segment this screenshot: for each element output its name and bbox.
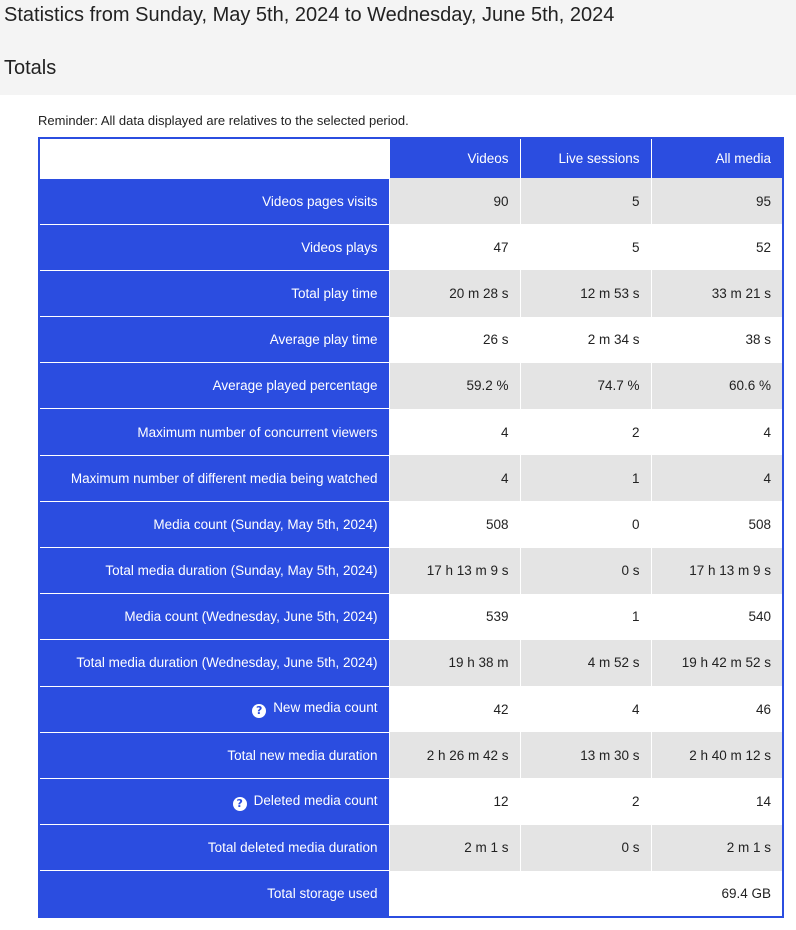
- row-label-text: Total play time: [291, 285, 378, 301]
- videos-value-cell: 17 h 13 m 9 s: [389, 548, 520, 594]
- row-label-text: Maximum number of concurrent viewers: [137, 424, 378, 440]
- live-sessions-value-cell: 4 m 52 s: [520, 640, 651, 686]
- row-label-text: Average play time: [269, 332, 378, 348]
- videos-value-cell: 20 m 28 s: [389, 270, 520, 316]
- table-row: [39, 409, 783, 455]
- all-media-value-cell: 2 h 40 m 12 s: [651, 732, 783, 778]
- row-label: [39, 825, 389, 871]
- table-row: [39, 224, 783, 270]
- row-label: [39, 778, 389, 824]
- live-sessions-value-cell: 2 m 34 s: [520, 317, 651, 363]
- row-label: [39, 363, 389, 409]
- row-label: [39, 317, 389, 363]
- row-label: [39, 501, 389, 547]
- table-row: [39, 871, 783, 917]
- row-label-text: Average played percentage: [212, 378, 378, 394]
- row-label: [39, 871, 389, 917]
- table-row: [39, 178, 783, 224]
- videos-value-cell: 26 s: [389, 317, 520, 363]
- table-row: [39, 455, 783, 501]
- live-sessions-value-cell: 2: [520, 409, 651, 455]
- row-label-text: Maximum number of different media being watched: [70, 470, 378, 486]
- table-row: [39, 317, 783, 363]
- table-row: [39, 686, 783, 732]
- videos-value-cell: 4: [389, 409, 520, 455]
- row-label-text: Media count (Sunday, May 5th, 2024): [153, 516, 378, 532]
- videos-value-cell: 19 h 38 m: [389, 640, 520, 686]
- row-label: [39, 224, 389, 270]
- table-row: [39, 501, 783, 547]
- row-label: [39, 178, 389, 224]
- live-sessions-value-cell: 74.7 %: [520, 363, 651, 409]
- videos-value-cell: 2 h 26 m 42 s: [389, 732, 520, 778]
- row-label: [39, 270, 389, 316]
- table-row: [39, 640, 783, 686]
- table-row: [39, 270, 783, 316]
- row-label-text: Videos pages visits: [262, 193, 378, 209]
- all-media-value-cell: 52: [651, 224, 783, 270]
- table-row: [39, 548, 783, 594]
- live-sessions-value-cell: 12 m 53 s: [520, 270, 651, 316]
- all-media-value-cell: 14: [651, 778, 783, 824]
- live-sessions-value-cell: 5: [520, 224, 651, 270]
- row-label-text: Videos plays: [301, 239, 378, 255]
- page-header: [0, 0, 796, 95]
- all-media-value-cell: 38 s: [651, 317, 783, 363]
- header-corner-cell: [39, 138, 389, 178]
- column-header-videos: Videos: [389, 138, 520, 178]
- all-media-value-cell: 46: [651, 686, 783, 732]
- period-reminder: Reminder: All data displayed are relatives to the selected period.: [38, 113, 409, 128]
- row-label: [39, 409, 389, 455]
- live-sessions-value-cell: 4: [520, 686, 651, 732]
- all-media-value-cell: 4: [651, 409, 783, 455]
- row-label-text: Media count (Wednesday, June 5th, 2024): [124, 609, 378, 625]
- videos-value-cell: 59.2 %: [389, 363, 520, 409]
- row-label-text: Total media duration (Wednesday, June 5th, 2024): [76, 655, 378, 671]
- page-title: Statistics from Sunday, May 5th, 2024 to Wednesday, June 5th, 2024: [4, 4, 615, 26]
- live-sessions-value-cell: 2: [520, 778, 651, 824]
- all-media-value-cell: 540: [651, 594, 783, 640]
- all-media-value-cell: 2 m 1 s: [651, 825, 783, 871]
- row-label: [39, 548, 389, 594]
- table-header-row: [39, 138, 783, 178]
- all-media-value-cell: 33 m 21 s: [651, 270, 783, 316]
- column-header-all-media: All media: [651, 138, 783, 178]
- question-circle-icon[interactable]: ?: [252, 704, 266, 718]
- question-circle-icon[interactable]: ?: [233, 797, 247, 811]
- live-sessions-value-cell: 1: [520, 455, 651, 501]
- videos-value-cell: 508: [389, 501, 520, 547]
- row-label: [39, 686, 389, 732]
- row-label: [39, 640, 389, 686]
- table-row: [39, 825, 783, 871]
- live-sessions-value-cell: [520, 871, 651, 917]
- table-row: [39, 732, 783, 778]
- live-sessions-value-cell: 0 s: [520, 825, 651, 871]
- live-sessions-value-cell: 13 m 30 s: [520, 732, 651, 778]
- row-label: [39, 455, 389, 501]
- live-sessions-value-cell: 5: [520, 178, 651, 224]
- videos-value-cell: 2 m 1 s: [389, 825, 520, 871]
- all-media-value-cell: 508: [651, 501, 783, 547]
- statistics-table: [38, 137, 784, 918]
- row-label-text: Deleted media count: [253, 792, 378, 808]
- live-sessions-value-cell: 0 s: [520, 548, 651, 594]
- live-sessions-value-cell: 0: [520, 501, 651, 547]
- all-media-value-cell: 95: [651, 178, 783, 224]
- section-title: Totals: [4, 57, 57, 79]
- videos-value-cell: 539: [389, 594, 520, 640]
- videos-value-cell: 12: [389, 778, 520, 824]
- row-label: [39, 732, 389, 778]
- videos-value-cell: 90: [389, 178, 520, 224]
- videos-value-cell: 42: [389, 686, 520, 732]
- all-media-value-cell: 19 h 42 m 52 s: [651, 640, 783, 686]
- row-label-text: Total deleted media duration: [207, 840, 378, 856]
- all-media-value-cell: 69.4 GB: [651, 871, 783, 917]
- table-row: [39, 778, 783, 824]
- videos-value-cell: 47: [389, 224, 520, 270]
- row-label-text: Total storage used: [267, 886, 378, 902]
- all-media-value-cell: 17 h 13 m 9 s: [651, 548, 783, 594]
- row-label-text: Total media duration (Sunday, May 5th, 2024): [105, 563, 378, 579]
- row-label-text: New media count: [273, 700, 378, 716]
- videos-value-cell: 4: [389, 455, 520, 501]
- all-media-value-cell: 60.6 %: [651, 363, 783, 409]
- videos-value-cell: [389, 871, 520, 917]
- all-media-value-cell: 4: [651, 455, 783, 501]
- live-sessions-value-cell: 1: [520, 594, 651, 640]
- table-row: [39, 594, 783, 640]
- column-header-live-sessions: Live sessions: [520, 138, 651, 178]
- row-label-text: Total new media duration: [227, 747, 378, 763]
- row-label: [39, 594, 389, 640]
- table-row: [39, 363, 783, 409]
